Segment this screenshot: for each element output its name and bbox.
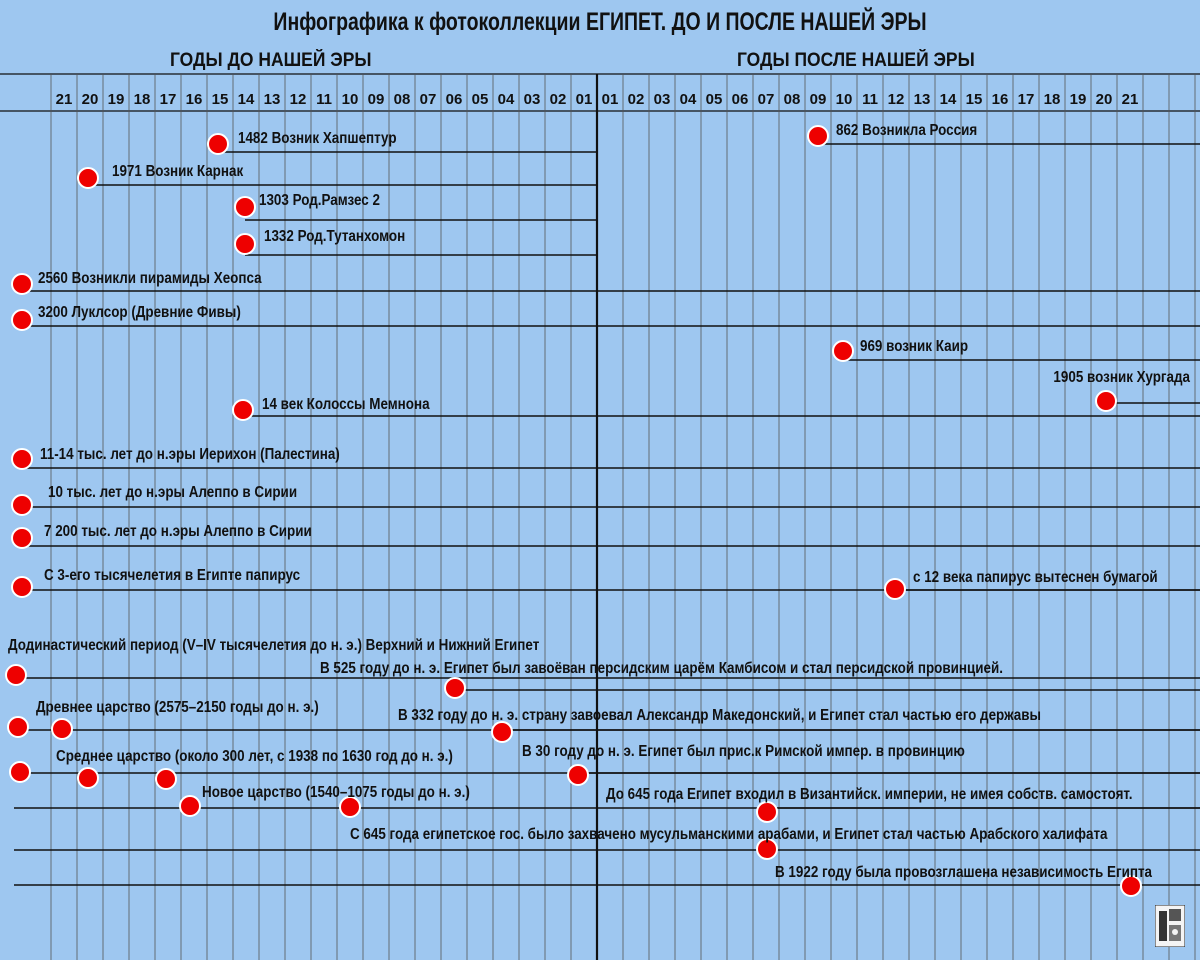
century-label: 04 — [679, 91, 697, 108]
event-marker — [885, 579, 905, 599]
century-label: 15 — [965, 91, 983, 108]
century-label: 06 — [731, 91, 749, 108]
event-label: 1303 Род.Рамзес 2 — [259, 192, 380, 210]
event-label: С 3-его тысячелетия в Египте папирус — [43, 567, 301, 585]
century-label: 04 — [497, 91, 515, 108]
century-label: 16 — [991, 91, 1009, 108]
event-markers — [6, 126, 1141, 896]
event-label: Древнее царство (2575–2150 годы до н. э.) — [36, 699, 319, 717]
century-label: 02 — [549, 91, 567, 108]
ad-era-header: ГОДЫ ПОСЛЕ НАШЕЙ ЭРЫ — [737, 50, 975, 71]
event-label: 3200 Луклсор (Древние Фивы) — [38, 304, 241, 322]
event-label: 10 тыс. лет до н.эры Алеппо в Сирии — [48, 484, 298, 502]
century-label: 17 — [1017, 91, 1035, 108]
event-lines — [14, 144, 1200, 885]
event-label: 11-14 тыс. лет до н.эры Иерихон (Палестина) — [40, 446, 340, 464]
century-label: 21 — [1121, 91, 1139, 108]
event-marker — [78, 168, 98, 188]
event-marker — [12, 449, 32, 469]
event-label: 862 Возникла Россия — [836, 122, 978, 140]
event-label: До 645 года Египет входил в Византийск. империи, не имея собств. самостоят. — [606, 786, 1133, 804]
century-label: 01 — [601, 91, 619, 108]
century-label: 09 — [809, 91, 827, 108]
event-marker — [12, 528, 32, 548]
century-label: 11 — [862, 91, 878, 108]
event-marker — [8, 717, 28, 737]
event-marker — [12, 274, 32, 294]
century-label: 13 — [913, 91, 931, 108]
century-label: 05 — [705, 91, 723, 108]
century-label: 12 — [887, 91, 905, 108]
century-label: 14 — [939, 91, 957, 108]
event-marker — [233, 400, 253, 420]
event-marker — [808, 126, 828, 146]
event-marker — [12, 577, 32, 597]
century-label: 15 — [211, 91, 229, 108]
century-label: 11 — [316, 91, 332, 108]
logo-icon — [1155, 905, 1185, 947]
event-marker — [10, 762, 30, 782]
event-marker — [156, 769, 176, 789]
century-label: 16 — [185, 91, 203, 108]
event-label: 14 век Колоссы Мемнона — [262, 396, 430, 414]
century-label: 12 — [289, 91, 307, 108]
century-label: 14 — [237, 91, 255, 108]
century-label: 10 — [341, 91, 359, 108]
event-label: Новое царство (1540–1075 годы до н. э.) — [201, 784, 470, 802]
century-label: 05 — [471, 91, 489, 108]
event-label: 1971 Возник Карнак — [111, 163, 244, 181]
century-label: 21 — [55, 91, 73, 108]
century-label: 18 — [1043, 91, 1061, 108]
bc-era-header: ГОДЫ ДО НАШЕЙ ЭРЫ — [170, 50, 372, 71]
event-label: Среднее царство (около 300 лет, с 1938 по 1630 год до н. э.) — [55, 748, 453, 766]
event-marker — [833, 341, 853, 361]
event-marker — [12, 495, 32, 515]
century-label: 07 — [419, 91, 437, 108]
page-title: Инфографика к фотоколлекции ЕГИПЕТ. ДО И ПОСЛЕ НАШЕЙ ЭРЫ — [273, 8, 927, 36]
century-label: 19 — [107, 91, 125, 108]
event-marker — [568, 765, 588, 785]
event-marker — [208, 134, 228, 154]
century-label: 20 — [81, 91, 99, 108]
event-label: В 525 году до н. э. Египет был завоёван персидским царём Камбисом и стал персидской провинцией. — [320, 660, 1003, 678]
event-marker — [6, 665, 26, 685]
event-label: С 645 года египетское гос. было захвачено мусульманскими арабами, и Египет стал частью Арабского халифата — [350, 826, 1108, 844]
century-label: 08 — [783, 91, 801, 108]
event-marker — [78, 768, 98, 788]
event-marker — [445, 678, 465, 698]
event-label: 7 200 тыс. лет до н.эры Алеппо в Сирии — [43, 523, 312, 541]
century-label: 03 — [523, 91, 541, 108]
event-marker — [180, 796, 200, 816]
century-label: 17 — [159, 91, 177, 108]
event-label: 1482 Возник Хапшептур — [237, 130, 397, 148]
event-marker — [757, 802, 777, 822]
century-label: 06 — [445, 91, 463, 108]
century-label: 19 — [1069, 91, 1087, 108]
event-marker — [1096, 391, 1116, 411]
century-label: 09 — [367, 91, 385, 108]
event-marker — [235, 234, 255, 254]
event-label: Додинастический период (V–IV тысячелетия до н. э.) Верхний и Нижний Египет — [7, 637, 540, 655]
event-label: 969 возник Каир — [860, 338, 969, 356]
event-label: с 12 века папирус вытеснен бумагой — [912, 569, 1158, 587]
century-label: 18 — [133, 91, 151, 108]
event-label: В 30 году до н. э. Египет был прис.к Римской импер. в провинцию — [522, 743, 965, 761]
century-label: 13 — [263, 91, 281, 108]
event-label: В 332 году до н. э. страну завоевал Александр Македонский, и Египет стал частью его державы — [397, 707, 1041, 725]
century-label: 07 — [757, 91, 775, 108]
event-label: 1905 возник Хургада — [1053, 369, 1190, 387]
event-label: 1332 Род.Тутанхомон — [264, 228, 406, 246]
century-label: 08 — [393, 91, 411, 108]
event-label: В 1922 году была провозглашена независимость Египта — [775, 864, 1153, 882]
century-label: 02 — [627, 91, 645, 108]
event-marker — [492, 722, 512, 742]
century-label: 01 — [575, 91, 593, 108]
event-marker — [235, 197, 255, 217]
event-marker — [12, 310, 32, 330]
century-label: 20 — [1095, 91, 1113, 108]
event-label: 2560 Возникли пирамиды Хеопса — [38, 270, 262, 288]
century-label: 10 — [835, 91, 853, 108]
event-marker — [52, 719, 72, 739]
century-label: 03 — [653, 91, 671, 108]
